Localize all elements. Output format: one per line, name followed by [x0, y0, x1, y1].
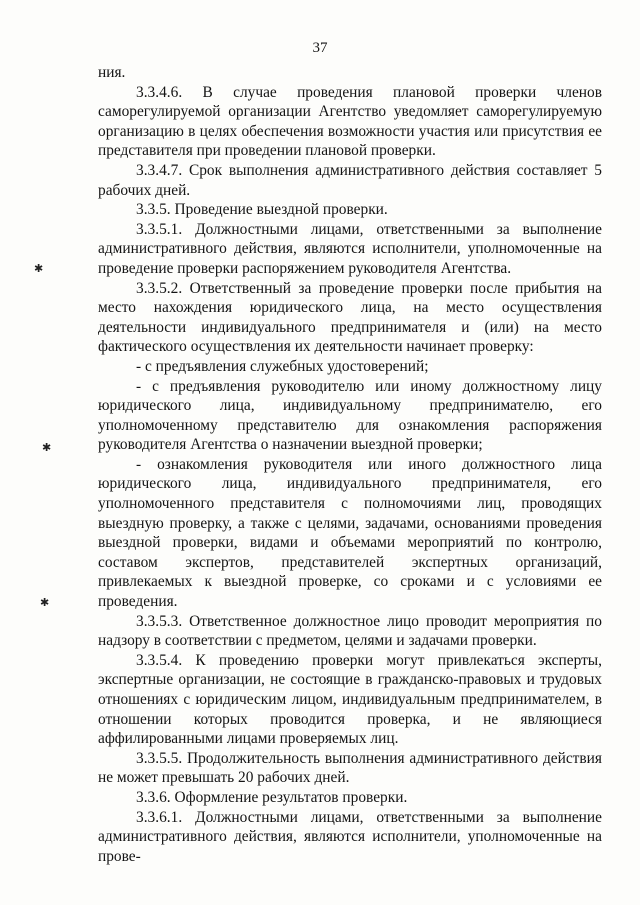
paragraph: 3.3.5.1. Должностными лицами, ответственными за выполнение административного действия, являются исполнители, уполномоченные на проведение проверки распоряжением руководителя Агентства. — [98, 220, 602, 277]
paragraph: 3.3.5. Проведение выездной проверки. — [136, 201, 388, 219]
punch-mark: ✱ — [42, 441, 52, 454]
paragraph: - ознакомления руководителя или иного должностного лица юридического лица, индивидуального предпринимателя, его уполномоченного представителя с полномочиями лиц, проводящих выездную проверку, а также с целями, задачами, основаниями проведения выездной проверки, видами и объемами мероприятий по контролю, составом экспертов, представителей экспертных организаций, привлекаемых к выездной проверке, со сроками и с условиями ее проведения. — [98, 455, 602, 611]
paragraph: 3.3.5.5. Продолжительность выполнения административного действия не может превышать 20 рабочих дней. — [98, 749, 602, 787]
paragraph: 3.3.4.6. В случае проведения плановой проверки членов саморегулируемой организации Агентство уведомляет саморегулируемую организацию в целях обеспечения возможности участия или присутствия ее представителя при проведении плановой проверки. — [98, 83, 602, 160]
paragraph: ния. — [98, 64, 126, 81]
punch-mark: ✱ — [40, 596, 50, 609]
paragraph: 3.3.6.1. Должностными лицами, ответственными за выполнение административного действия, являются исполнители, уполномоченные на прове- — [98, 808, 602, 865]
paragraph: 3.3.5.4. К проведению проверки могут привлекаться эксперты, экспертные организации, не состоящие в гражданско-правовых и трудовых отношениях с юридическим лицом, индивидуальным предпринимателем, в отношении которых проводится проверка, и не являющиеся аффилированными лицами проверяемых лиц. — [98, 651, 602, 748]
paragraph: 3.3.5.3. Ответственное должностное лицо проводит мероприятия по надзору в соответствии с предметом, целями и задачами проверки. — [98, 612, 602, 650]
paragraph: - с предъявления служебных удостоверений; — [136, 357, 429, 375]
paragraph: 3.3.4.7. Срок выполнения административного действия составляет 5 рабочих дней. — [98, 161, 602, 199]
page-number: 37 — [312, 40, 328, 56]
punch-mark: ✱ — [34, 262, 44, 275]
paragraph: 3.3.5.2. Ответственный за проведение проверки после прибытия на место нахождения юридического лица, на место осуществления деятельности индивидуального предпринимателя и (или) на место фактического осуществления их деятельности начинает проверку: — [98, 279, 602, 356]
paragraph: - с предъявления руководителю или иному должностному лицу юридического лица, индивидуальному предпринимателю, его уполномоченному представителю для ознакомления распоряжения руководителя Агентства о назначении выездной проверки; — [98, 377, 602, 454]
document-body — [98, 63, 602, 866]
paragraph: 3.3.6. Оформление результатов проверки. — [136, 788, 408, 806]
